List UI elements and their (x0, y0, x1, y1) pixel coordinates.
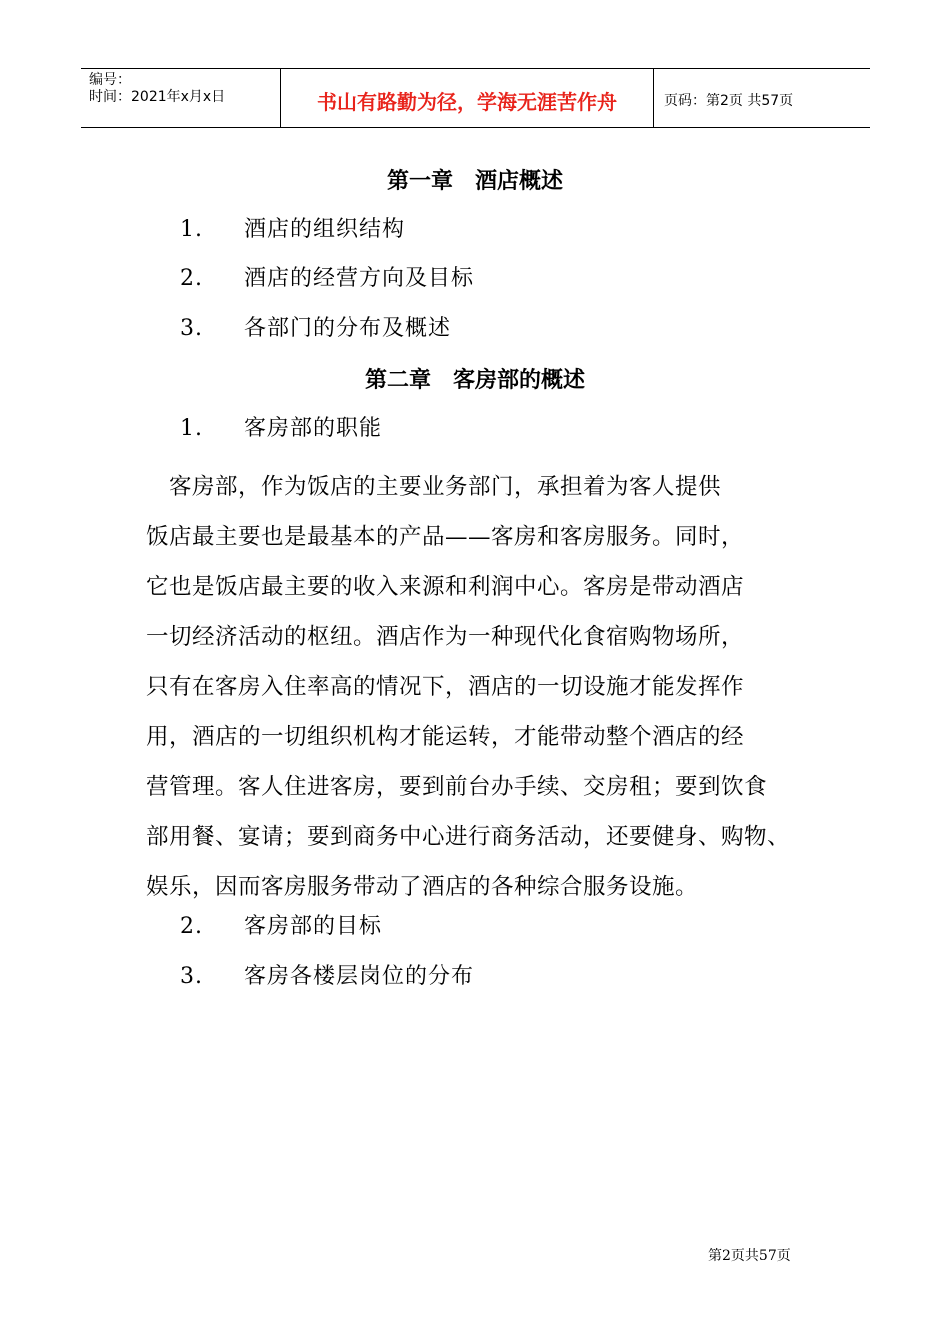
item-number: 2. (180, 266, 203, 291)
header-meta-cell (81, 69, 281, 127)
paragraph-line: 只有在客房入住率高的情况下，酒店的一切设施才能发挥作 (146, 674, 745, 700)
item-text: 客房各楼层岗位的分布 (244, 964, 475, 989)
header-motto: 书山有路勤为径，学海无涯苦作舟 (281, 69, 654, 127)
chapter2-item-1 (180, 414, 382, 444)
body-paragraph (146, 462, 811, 912)
header-page-info: 页码：第2页 共57页 (664, 93, 794, 109)
chapter2-item-2 (180, 912, 382, 942)
chapter2-title: 第二章 客房部的概述 (364, 367, 585, 393)
paragraph-line: 饭店最主要也是最基本的产品——客房和客房服务。同时， (146, 524, 745, 550)
item-text: 酒店的经营方向及目标 (244, 266, 475, 291)
chapter1-item-1 (180, 215, 405, 245)
paragraph-line: 娱乐，因而客房服务带动了酒店的各种综合服务设施。 (146, 874, 699, 900)
paragraph-line: 一切经济活动的枢纽。酒店作为一种现代化食宿购物场所， (146, 624, 745, 650)
page-footer: 第2页共57页 (708, 1248, 791, 1264)
item-text: 各部门的分布及概述 (244, 316, 452, 341)
item-number: 3. (180, 964, 203, 989)
serial-label: 编号： (89, 72, 131, 88)
chapter2-item-3 (180, 962, 474, 992)
chapter1-item-3 (180, 314, 451, 344)
item-number: 1. (180, 217, 203, 242)
chapter1-title: 第一章 酒店概述 (386, 168, 563, 194)
paragraph-line: 营管理。客人住进客房，要到前台办手续、交房租；要到饮食 (146, 774, 768, 800)
item-number: 3. (180, 316, 203, 341)
paragraph-line: 部用餐、宴请；要到商务中心进行商务活动，还要健身、购物、 (146, 824, 791, 850)
item-text: 客房部的目标 (244, 914, 383, 939)
item-number: 2. (180, 914, 203, 939)
chapter1-item-2 (180, 264, 474, 294)
item-text: 客房部的职能 (244, 416, 383, 441)
item-text: 酒店的组织结构 (244, 217, 406, 242)
item-number: 1. (180, 416, 203, 441)
paragraph-line: 用，酒店的一切组织机构才能运转，才能带动整个酒店的经 (146, 724, 745, 750)
page-header (81, 68, 870, 128)
paragraph-line: 客房部，作为饭店的主要业务部门，承担着为客人提供 (146, 474, 722, 500)
paragraph-line: 它也是饭店最主要的收入来源和利润中心。客房是带动酒店 (146, 574, 745, 600)
time-label: 时间：2021年x月x日 (89, 89, 226, 105)
